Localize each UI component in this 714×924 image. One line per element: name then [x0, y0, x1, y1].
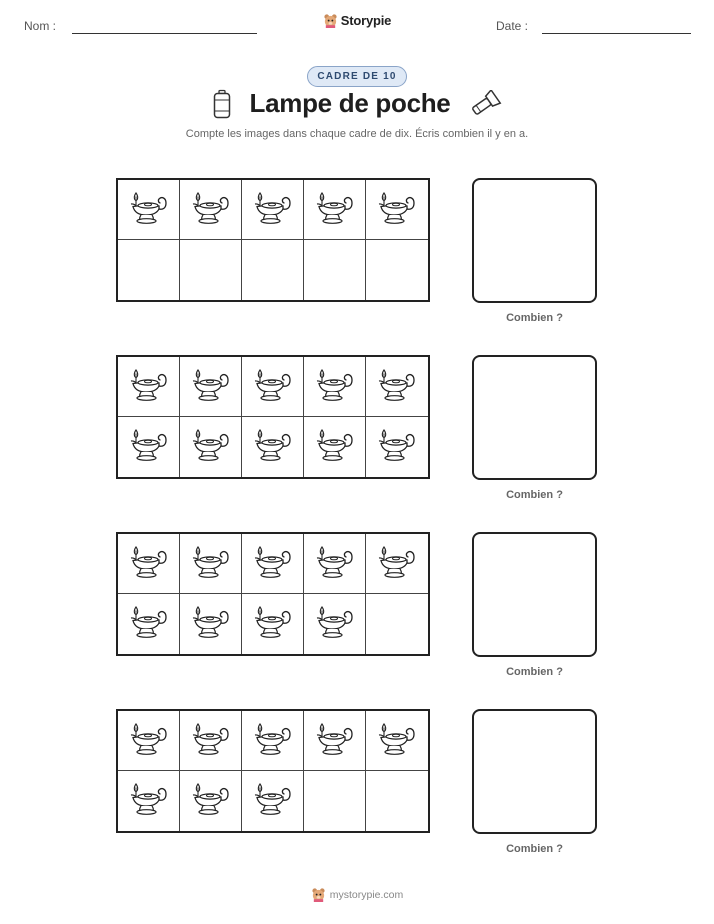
frame-cell	[304, 357, 366, 417]
worksheet-type-badge: CADRE DE 10	[307, 66, 406, 87]
oil-lamp-icon	[128, 367, 170, 407]
frame-cell	[242, 711, 304, 771]
frame-cell	[242, 357, 304, 417]
frame-cell	[366, 594, 428, 654]
ten-frame	[116, 532, 430, 656]
oil-lamp-icon	[128, 781, 170, 821]
frame-cell	[304, 534, 366, 594]
frame-cell	[366, 240, 428, 300]
brand-header	[0, 13, 714, 33]
oil-lamp-icon	[190, 604, 232, 644]
frame-cell	[242, 771, 304, 831]
oil-lamp-icon	[128, 427, 170, 467]
answer-box[interactable]	[472, 709, 597, 834]
oil-lamp-icon	[128, 190, 170, 230]
footer	[0, 887, 714, 907]
ten-frame	[116, 178, 430, 302]
frame-cell	[366, 417, 428, 477]
date-label: Date :	[496, 19, 529, 33]
answer-box[interactable]	[472, 178, 597, 303]
frame-cell	[180, 771, 242, 831]
date-line[interactable]	[542, 33, 691, 34]
oil-lamp-icon	[314, 427, 356, 467]
oil-lamp-icon	[314, 190, 356, 230]
frame-cell	[180, 180, 242, 240]
frame-cell	[118, 594, 180, 654]
frame-cell	[304, 240, 366, 300]
oil-lamp-icon	[190, 781, 232, 821]
frame-cell	[118, 240, 180, 300]
oil-lamp-icon	[190, 721, 232, 761]
oil-lamp-icon	[252, 604, 294, 644]
frame-cell	[242, 534, 304, 594]
oil-lamp-icon	[314, 604, 356, 644]
oil-lamp-icon	[252, 781, 294, 821]
frame-cell	[366, 357, 428, 417]
frame-cell	[118, 771, 180, 831]
count-prompt: Combien ?	[506, 666, 563, 678]
frame-cell	[180, 594, 242, 654]
oil-lamp-icon	[376, 190, 418, 230]
oil-lamp-icon	[128, 544, 170, 584]
frame-cell	[366, 711, 428, 771]
oil-lamp-icon	[190, 190, 232, 230]
frame-cell	[366, 771, 428, 831]
oil-lamp-icon	[190, 544, 232, 584]
frame-cell	[366, 180, 428, 240]
frame-cell	[304, 180, 366, 240]
footer-site: mystorypie.com	[329, 888, 404, 901]
frame-cell	[118, 417, 180, 477]
brand-name: Storypie	[340, 13, 392, 28]
oil-lamp-icon	[376, 721, 418, 761]
count-prompt: Combien ?	[506, 843, 563, 855]
count-prompt: Combien ?	[506, 312, 563, 324]
frame-cell	[180, 711, 242, 771]
oil-lamp-icon	[252, 190, 294, 230]
frame-cell	[242, 417, 304, 477]
oil-lamp-icon	[128, 721, 170, 761]
frame-cell	[118, 357, 180, 417]
frame-cell	[242, 180, 304, 240]
frame-cell	[366, 534, 428, 594]
frame-cell	[304, 771, 366, 831]
bear-logo-icon	[323, 13, 338, 28]
frame-cell	[180, 534, 242, 594]
name-label: Nom :	[24, 19, 57, 33]
frame-cell	[304, 417, 366, 477]
count-prompt: Combien ?	[506, 489, 563, 501]
oil-lamp-icon	[314, 544, 356, 584]
frame-cell	[118, 534, 180, 594]
battery-icon	[212, 89, 232, 119]
oil-lamp-icon	[376, 367, 418, 407]
oil-lamp-icon	[252, 427, 294, 467]
oil-lamp-icon	[252, 544, 294, 584]
oil-lamp-icon	[376, 427, 418, 467]
oil-lamp-icon	[190, 367, 232, 407]
flashlight-icon	[468, 90, 502, 118]
bear-logo-icon	[311, 887, 326, 902]
frame-cell	[180, 417, 242, 477]
oil-lamp-icon	[376, 544, 418, 584]
frame-cell	[180, 357, 242, 417]
frame-cell	[180, 240, 242, 300]
frame-cell	[118, 180, 180, 240]
oil-lamp-icon	[314, 721, 356, 761]
oil-lamp-icon	[190, 427, 232, 467]
oil-lamp-icon	[128, 604, 170, 644]
answer-box[interactable]	[472, 532, 597, 657]
oil-lamp-icon	[314, 367, 356, 407]
instructions: Compte les images dans chaque cadre de dix. Écris combien il y en a.	[185, 128, 529, 140]
ten-frame	[116, 355, 430, 479]
ten-frame	[116, 709, 430, 833]
oil-lamp-icon	[252, 721, 294, 761]
frame-cell	[242, 240, 304, 300]
title-row	[0, 88, 714, 119]
answer-box[interactable]	[472, 355, 597, 480]
frame-cell	[242, 594, 304, 654]
frame-cell	[304, 711, 366, 771]
frame-cell	[118, 711, 180, 771]
page-title: Lampe de poche	[249, 88, 451, 118]
oil-lamp-icon	[252, 367, 294, 407]
name-line[interactable]	[72, 33, 257, 34]
frame-cell	[304, 594, 366, 654]
